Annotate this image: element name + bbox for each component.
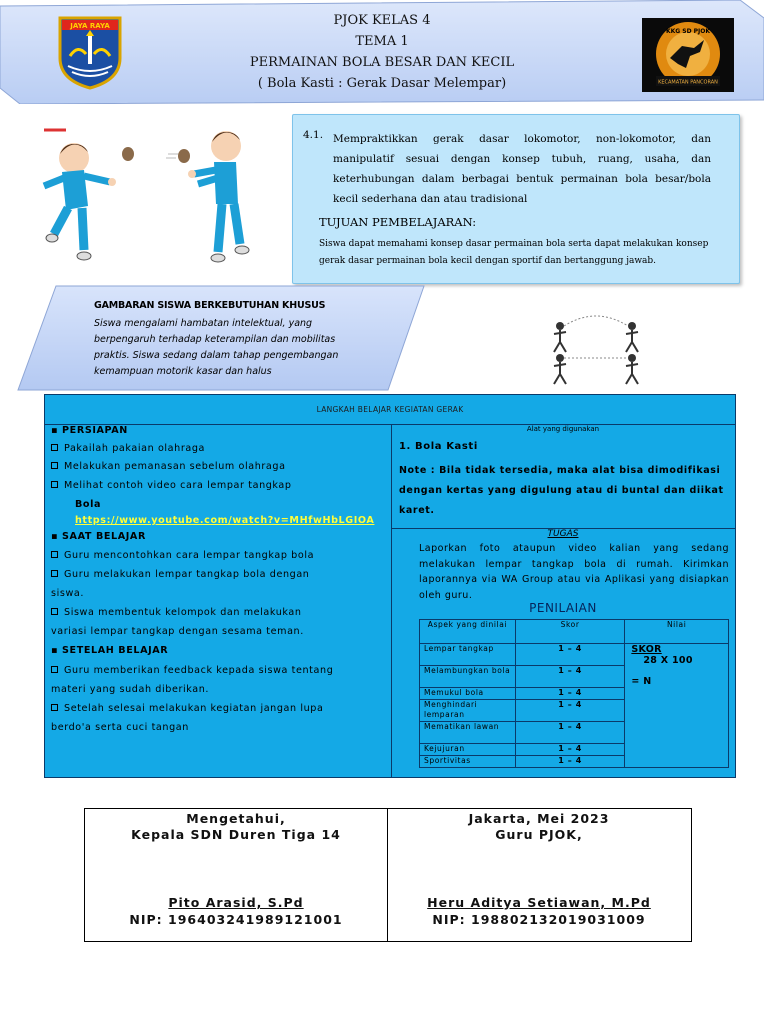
grade-result: = N: [631, 676, 652, 687]
header-aspek: Aspek yang dinilai: [420, 620, 516, 644]
kkg-pjok-logo: [642, 18, 734, 92]
checkbox-icon: [51, 462, 58, 469]
step-item: [51, 550, 314, 561]
step-text-cont: materi yang sudah diberikan.: [51, 684, 210, 695]
learning-objective-text: Siswa dapat memahami konsep dasar permainan bola serta dapat melakukan konsep gerak dasar permainan bola kecil dengan sportif dan bertanggung jawab.: [319, 239, 709, 266]
assignment-text: Laporkan foto ataupun video kalian yang sedang melakukan lempar tangkap bola di rumah. Kirimkan laporannya via WA Group atau via Aplikasi yang disiapkan oleh guru.: [419, 543, 729, 601]
competency-row: [303, 129, 711, 209]
header-line-class: PJOK KELAS 4: [333, 13, 431, 28]
step-text: Setelah selesai melakukan kegiatan jangan lupa: [64, 703, 324, 714]
section-setelah-title: ▪ SETELAH BELAJAR: [51, 645, 169, 656]
kids-throwing-illustration: [38, 124, 270, 274]
aspect-cell: Mematikan lawan: [420, 722, 516, 744]
step-text: Guru mencontohkan cara lempar tangkap bola: [64, 550, 315, 561]
signature-teacher-role: Guru PJOK,: [495, 827, 583, 842]
special-needs-line: berpengaruh terhadap keterampilan dan mobilitas: [94, 334, 336, 345]
signature-teacher-name: Heru Aditya Setiawan, M.Pd: [427, 895, 651, 910]
competency-number: 4.1.: [303, 129, 324, 141]
learning-steps-table: [44, 394, 736, 778]
svg-text:JAYA RAYA: JAYA RAYA: [70, 22, 110, 30]
signature-principal-role: Kepala SDN Duren Tiga 14: [131, 827, 341, 842]
equipment-item: 1. Bola Kasti: [399, 441, 478, 452]
special-needs-line: Siswa mengalami hambatan intelektual, yang: [94, 318, 313, 329]
special-needs-line: kemampuan motorik kasar dan halus: [94, 366, 272, 377]
jakarta-emblem: [56, 14, 124, 90]
assignment-title: TUGAS: [547, 529, 579, 539]
score-cell: 1 – 4: [515, 644, 625, 666]
aspect-cell: Lempar tangkap: [420, 644, 516, 666]
checkbox-icon: [51, 666, 58, 673]
signature-teacher-nip: NIP: 198802132019031009: [432, 912, 646, 927]
score-cell: 1 – 4: [515, 756, 625, 768]
aspect-cell: Menghindari lemparan: [420, 700, 516, 722]
step-text: Siswa membentuk kelompok dan melakukan: [64, 607, 302, 618]
assessment-table: [419, 619, 729, 768]
learning-objective-title: TUJUAN PEMBELAJARAN:: [319, 215, 477, 229]
section-saat-title: ▪ SAAT BELAJAR: [51, 531, 146, 542]
signature-principal-name: Pito Arasid, S.Pd: [168, 895, 304, 910]
aspect-cell: Kejujuran: [420, 744, 516, 756]
step-text-cont: berdo'a serta cuci tangan: [51, 722, 189, 733]
header-line-theme: TEMA 1: [355, 34, 409, 49]
youtube-link-row: [75, 515, 374, 526]
equipment-title: Alat yang digunakan: [526, 425, 600, 433]
score-cell: 1 – 4: [515, 722, 625, 744]
learning-steps-title: LANGKAH BELAJAR KEGIATAN GERAK: [45, 395, 735, 425]
step-text-cont: variasi lempar tangkap dengan sesama teman.: [51, 626, 304, 637]
checkbox-icon: [51, 608, 58, 615]
special-needs-text: [94, 316, 384, 380]
equipment-note: Note : Bila tidak tersedia, maka alat bisa dimodifikasi dengan kertas yang digulung atau di buntal dan diikat karet.: [399, 465, 724, 516]
signature-principal-nip: NIP: 196403241989121001: [129, 912, 343, 927]
aspect-cell: Melambungkan bola: [420, 666, 516, 688]
header-skor: Skor: [515, 620, 625, 644]
grade-formula: 28 X 100: [643, 655, 693, 666]
youtube-video-link[interactable]: https://www.youtube.com/watch?v=MHfwHbLGIOA: [75, 515, 375, 526]
step-text: Melihat contoh video cara lempar tangkap: [64, 480, 292, 491]
svg-text:KECAMATAN PANCORAN: KECAMATAN PANCORAN: [658, 79, 718, 86]
assessment-title: PENILAIAN: [529, 601, 597, 615]
aspect-cell: Sportivitas: [420, 756, 516, 768]
competency-text: Mempraktikkan gerak dasar lokomotor, non-lokomotor, dan manipulatif sesuai dengan konsep tubuh, ruang, usaha, dan keterhubungan dalam berbagai bentuk permainan bola besar/bola kecil sederhana dan atau tradisional: [333, 133, 711, 205]
svg-text:KKG SD PJOK: KKG SD PJOK: [665, 28, 711, 35]
checkbox-icon: [51, 481, 58, 488]
checkbox-icon: [51, 570, 58, 577]
competency-panel: [292, 114, 740, 284]
equipment-section: [391, 425, 735, 529]
special-needs-title: GAMBARAN SISWA BERKEBUTUHAN KHUSUS: [94, 300, 326, 311]
signature-box: [84, 808, 692, 942]
step-item: [51, 569, 310, 580]
checkbox-icon: [51, 444, 58, 451]
step-text: Pakailah pakaian olahraga: [64, 443, 206, 454]
signature-place-date: Jakarta, Mei 2023: [468, 811, 610, 826]
aspect-cell: Memukul bola: [420, 688, 516, 700]
score-cell: 1 – 4: [515, 700, 625, 722]
header-line-subtopic: ( Bola Kasti : Gerak Dasar Melempar): [257, 76, 507, 91]
step-text-cont: Bola: [75, 499, 102, 510]
score-cell: 1 – 4: [515, 688, 625, 700]
grade-skor-label: SKOR: [631, 644, 662, 655]
step-item: [51, 703, 323, 714]
table-row: [420, 644, 729, 666]
step-text-cont: siswa.: [51, 588, 85, 599]
signature-acknowledged: Mengetahui,: [186, 811, 286, 826]
step-item: [51, 480, 292, 491]
assessment-header-row: [420, 620, 729, 644]
checkbox-icon: [51, 551, 58, 558]
step-item: [51, 443, 205, 454]
header-title-block: [200, 10, 564, 94]
section-persiapan-title: ▪ PERSIAPAN: [51, 425, 128, 436]
header-banner: [0, 0, 764, 104]
step-item: [51, 607, 302, 618]
step-item: [51, 665, 333, 676]
step-text: Guru memberikan feedback kepada siswa tentang: [64, 665, 334, 676]
header-line-topic: PERMAINAN BOLA BESAR DAN KECIL: [249, 55, 515, 70]
grade-formula-cell: [625, 644, 729, 768]
score-cell: 1 – 4: [515, 666, 625, 688]
throwing-figures-illustration: [546, 312, 646, 388]
checkbox-icon: [51, 704, 58, 711]
score-cell: 1 – 4: [515, 744, 625, 756]
special-needs-line: praktis. Siswa sedang dalam tahap pengembangan: [94, 350, 339, 361]
header-nilai: Nilai: [625, 620, 729, 644]
step-item: [51, 461, 286, 472]
step-text: Melakukan pemanasan sebelum olahraga: [64, 461, 286, 472]
step-text: Guru melakukan lempar tangkap bola dengan: [64, 569, 310, 580]
